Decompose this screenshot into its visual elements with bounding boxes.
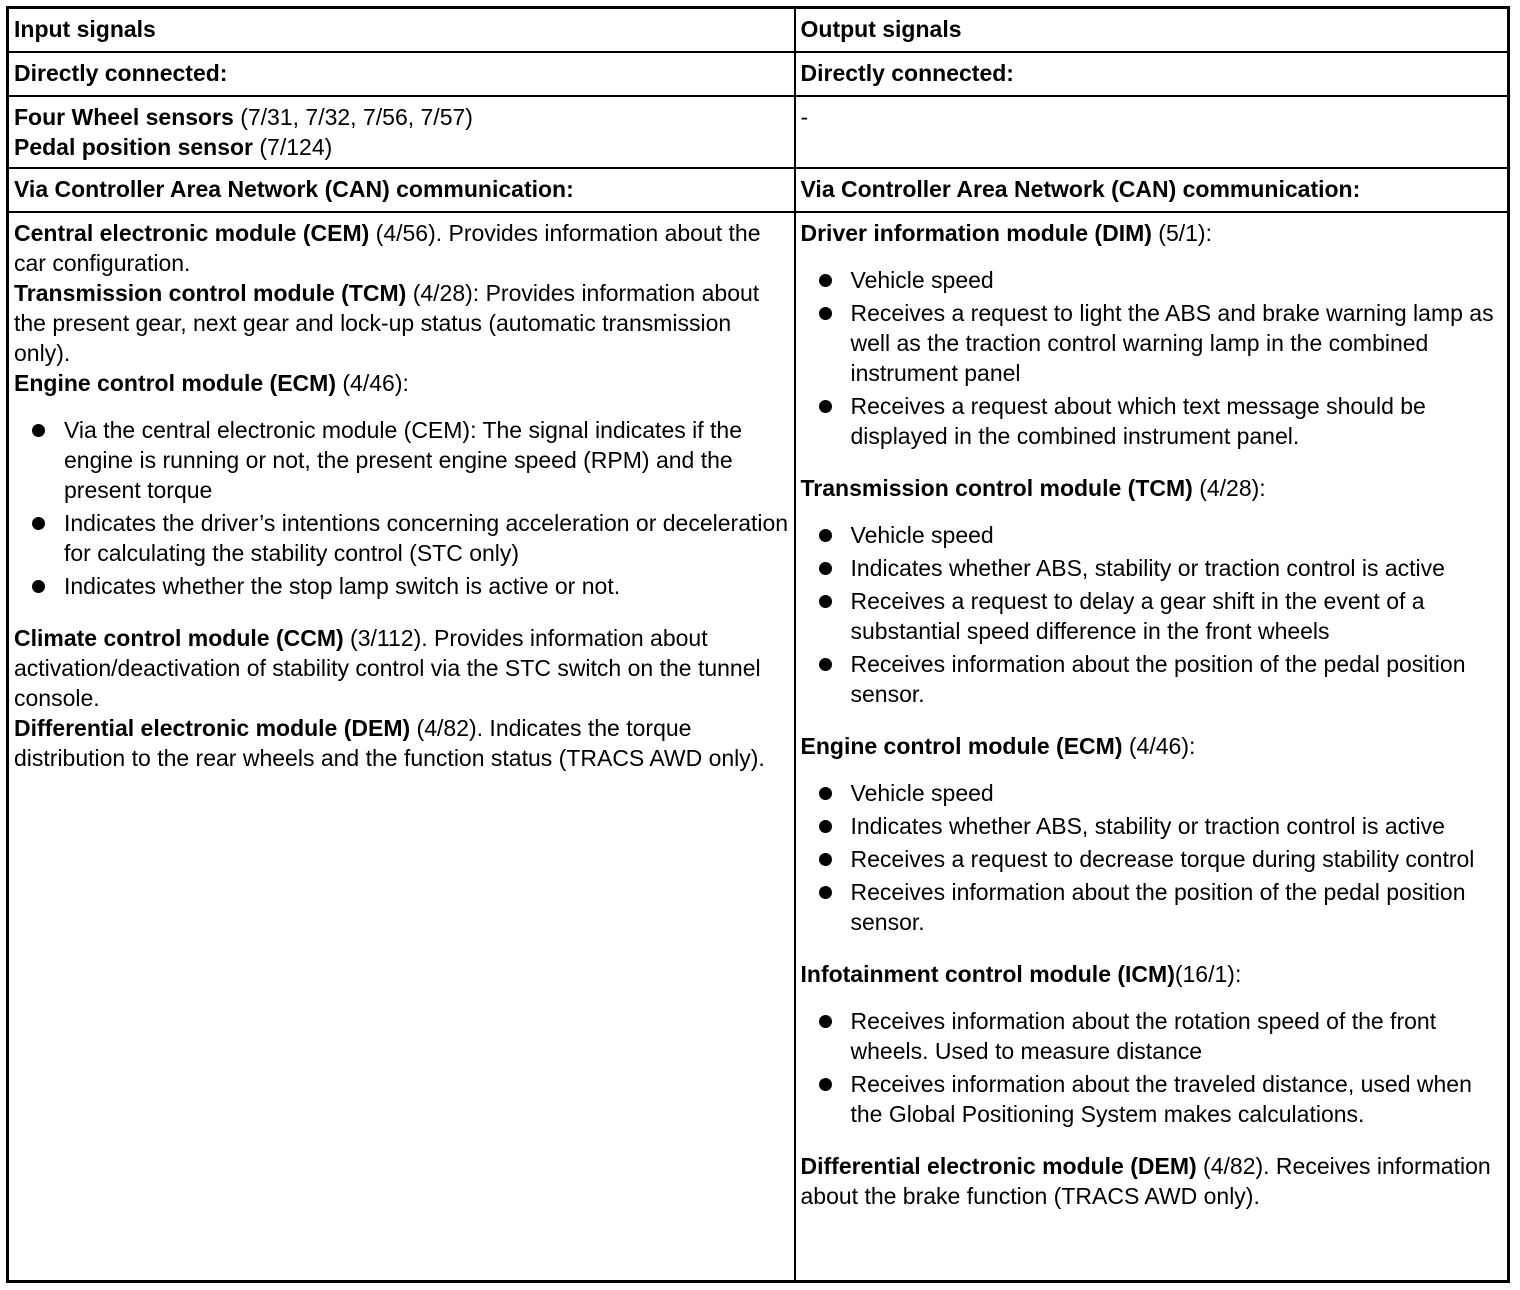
module-name: Differential electronic module (DEM) bbox=[800, 1153, 1197, 1179]
output-direct-label-text: Directly connected: bbox=[800, 60, 1014, 86]
direct-label-row bbox=[8, 52, 1509, 96]
input-header-text: Input signals bbox=[14, 16, 156, 42]
direct-input-line bbox=[14, 132, 790, 162]
can-label-row bbox=[8, 168, 1509, 212]
output-dim-list bbox=[801, 265, 1504, 451]
output-direct-content bbox=[795, 96, 1509, 168]
input-direct-label-text: Directly connected: bbox=[14, 60, 228, 86]
list-item: Indicates whether ABS, stability or traction control is active bbox=[801, 811, 1504, 841]
list-item: Receives information about the rotation speed of the front wheels. Used to measure distance bbox=[801, 1006, 1504, 1066]
output-ecm bbox=[801, 731, 1504, 761]
sensor-name: Pedal position sensor bbox=[14, 134, 253, 160]
module-name: Transmission control module (TCM) bbox=[800, 475, 1193, 501]
input-ecm bbox=[14, 368, 790, 398]
output-direct-value: - bbox=[800, 104, 809, 130]
list-item: Receives information about the position of the pedal position sensor. bbox=[801, 877, 1504, 937]
input-ecm-list bbox=[14, 415, 790, 601]
output-dem bbox=[801, 1151, 1504, 1211]
module-name: Climate control module (CCM) bbox=[14, 625, 344, 651]
output-dim bbox=[801, 218, 1504, 248]
output-can-content bbox=[795, 212, 1509, 1282]
output-icm bbox=[801, 959, 1504, 989]
input-can-label bbox=[8, 168, 795, 212]
output-header-text: Output signals bbox=[800, 16, 962, 42]
list-item: Vehicle speed bbox=[801, 778, 1504, 808]
direct-content-row bbox=[8, 96, 1509, 168]
module-desc: (4/46): bbox=[336, 370, 409, 396]
input-dem bbox=[14, 713, 790, 773]
module-desc: (4/56). Provides information about the car configuration. bbox=[14, 220, 761, 276]
module-name: Infotainment control module (ICM) bbox=[800, 961, 1175, 987]
can-content-row bbox=[8, 212, 1509, 1282]
module-name: Central electronic module (CEM) bbox=[14, 220, 370, 246]
module-desc: (4/28): bbox=[1192, 475, 1266, 501]
list-item: Receives a request about which text message should be displayed in the combined instrument panel. bbox=[801, 391, 1504, 451]
list-item: Receives a request to decrease torque during stability control bbox=[801, 844, 1504, 874]
signals-table bbox=[6, 6, 1510, 1283]
input-signals-header bbox=[8, 8, 795, 53]
output-icm-list bbox=[801, 1006, 1504, 1129]
output-signals-header bbox=[795, 8, 1509, 53]
list-item: Receives a request to delay a gear shift in the event of a substantial speed difference in the front wheels bbox=[801, 586, 1504, 646]
module-name: Engine control module (ECM) bbox=[800, 733, 1123, 759]
input-tcm bbox=[14, 278, 790, 368]
output-can-label bbox=[795, 168, 1509, 212]
output-can-label-text: Via Controller Area Network (CAN) communication: bbox=[800, 176, 1361, 202]
module-name: Engine control module (ECM) bbox=[14, 370, 336, 396]
output-tcm-list bbox=[801, 520, 1504, 709]
list-item: Vehicle speed bbox=[801, 265, 1504, 295]
module-name: Driver information module (DIM) bbox=[800, 220, 1152, 246]
module-name: Differential electronic module (DEM) bbox=[14, 715, 411, 741]
list-item: Receives a request to light the ABS and brake warning lamp as well as the traction control warning lamp in the combined instrument panel bbox=[801, 298, 1504, 388]
sensor-ref: (7/31, 7/32, 7/56, 7/57) bbox=[233, 104, 473, 130]
header-row bbox=[8, 8, 1509, 53]
module-desc: (4/82). Receives information about the brake function (TRACS AWD only). bbox=[800, 1153, 1491, 1209]
module-desc: (16/1): bbox=[1174, 961, 1242, 987]
list-item: Via the central electronic module (CEM): The signal indicates if the engine is running or not, the present engine speed (RPM) and the present torque bbox=[14, 415, 790, 505]
direct-input-line bbox=[14, 102, 790, 132]
module-desc: (4/28): Provides information about the present gear, next gear and lock-up status (automatic transmission only). bbox=[14, 280, 760, 366]
list-item: Indicates whether the stop lamp switch is active or not. bbox=[14, 571, 790, 601]
input-direct-content bbox=[8, 96, 795, 168]
list-item: Vehicle speed bbox=[801, 520, 1504, 550]
module-desc: (5/1): bbox=[1151, 220, 1212, 246]
list-item: Indicates whether ABS, stability or traction control is active bbox=[801, 553, 1504, 583]
list-item: Indicates the driver’s intentions concerning acceleration or deceleration for calculating the stability control (STC only) bbox=[14, 508, 790, 568]
input-ccm bbox=[14, 623, 790, 713]
module-desc: (4/46): bbox=[1122, 733, 1196, 759]
output-ecm-list bbox=[801, 778, 1504, 937]
sensor-name: Four Wheel sensors bbox=[14, 104, 234, 130]
module-desc: (3/112). Provides information about activation/deactivation of stability control via the STC switch on the tunnel console. bbox=[14, 625, 761, 711]
output-direct-label bbox=[795, 52, 1509, 96]
input-cem bbox=[14, 218, 790, 278]
input-direct-label bbox=[8, 52, 795, 96]
list-item: Receives information about the position of the pedal position sensor. bbox=[801, 649, 1504, 709]
module-name: Transmission control module (TCM) bbox=[14, 280, 407, 306]
sensor-ref: (7/124) bbox=[253, 134, 333, 160]
module-desc: (4/82). Indicates the torque distribution to the rear wheels and the function status (TRACS AWD only). bbox=[14, 715, 765, 771]
output-tcm bbox=[801, 473, 1504, 503]
list-item: Receives information about the traveled distance, used when the Global Positioning System makes calculations. bbox=[801, 1069, 1504, 1129]
input-can-content bbox=[8, 212, 795, 1282]
input-can-label-text: Via Controller Area Network (CAN) communication: bbox=[14, 176, 574, 202]
